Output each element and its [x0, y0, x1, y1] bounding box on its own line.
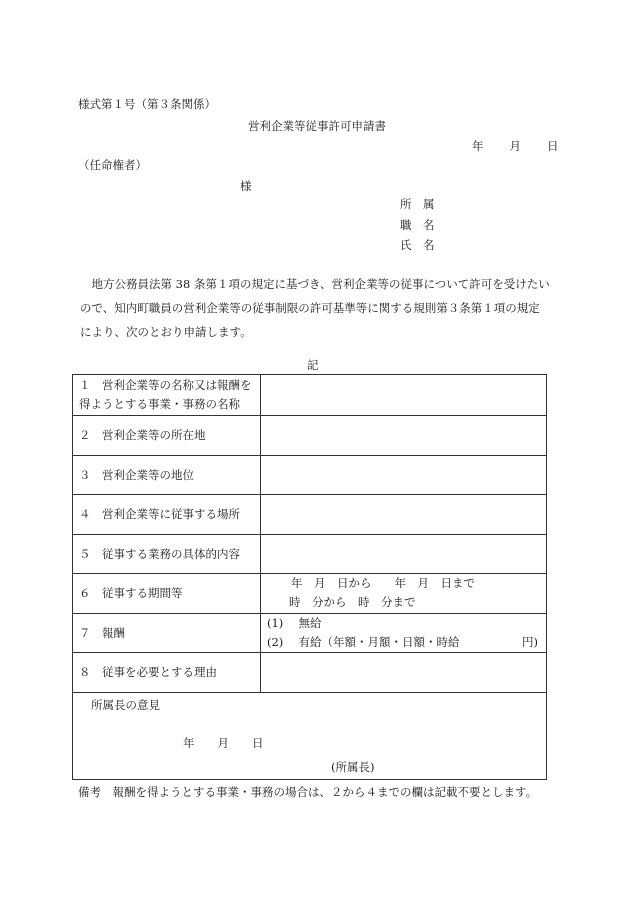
application-table [72, 374, 547, 780]
field-company-name[interactable] [261, 375, 547, 416]
period-times: 時 分から 時 分まで [289, 595, 416, 610]
date-line [472, 138, 559, 154]
field-work-place[interactable] [261, 495, 547, 535]
label-work-place: ４ 営利企業等に従事する場所 [73, 495, 261, 535]
field-reason[interactable] [261, 653, 547, 693]
affiliation-label: 所 属 [400, 197, 435, 211]
opinion-title: 所属長の意見 [91, 697, 160, 712]
document-title: 営利企業等従事許可申請書 [248, 119, 386, 133]
opinion-date: 年 月 日 [183, 735, 264, 750]
body-paragraph [80, 272, 560, 344]
ki-heading: 記 [307, 358, 319, 372]
reward-option-unpaid[interactable]: (1) 無給 [267, 615, 322, 630]
body-line: ので、知内町職員の営利企業等の従事制限の許可基準等に関する規則第３条第１項の規定 [80, 301, 540, 315]
honorific: 様 [240, 179, 252, 193]
label-reward: ７ 報酬 [73, 613, 261, 653]
name-label: 氏 名 [400, 238, 435, 252]
field-location[interactable] [261, 416, 547, 456]
label-reason: ８ 従事を必要とする理由 [73, 653, 261, 693]
opinion-supervisor: (所属長) [331, 759, 375, 774]
reward-option-paid[interactable] [267, 633, 540, 652]
field-position[interactable] [261, 455, 547, 495]
supervisor-opinion-box[interactable] [73, 692, 547, 779]
date-month: 月 [509, 139, 521, 153]
body-line: 地方公務員法第 38 条第１項の規定に基づき、営利企業等の従事について許可を受けたい [80, 277, 550, 291]
field-work-content[interactable] [261, 534, 547, 574]
label-position: ３ 営利企業等の地位 [73, 455, 261, 495]
body-line: により、次のとおり申請します。 [80, 325, 252, 339]
period-dates: 年 月 日から 年 月 日まで [291, 576, 475, 591]
reward-yen-label: 円) [522, 634, 538, 649]
label-location: ２ 営利企業等の所在地 [73, 416, 261, 456]
form-number: 様式第１号（第３条関係） [78, 97, 216, 111]
label-period: ６ 従事する期間等 [73, 574, 261, 614]
reward-paid-label: (2) 有給（年額・月額・日額・時給 [267, 634, 460, 649]
appointer-label: （任命権者） [78, 158, 147, 172]
label-line: １ 営利企業等の名称又は報酬を [79, 378, 252, 392]
field-reward[interactable] [261, 613, 547, 653]
label-line: 得ようとする事業・事務の名称 [79, 397, 240, 411]
date-year: 年 [472, 139, 484, 153]
label-work-content: ５ 従事する業務の具体的内容 [73, 534, 261, 574]
note: 備考 報酬を得ようとする事業・事務の場合は、２から４までの欄は記載不要とします。 [78, 785, 538, 799]
position-label: 職 名 [400, 218, 435, 232]
label-company-name [73, 375, 261, 416]
field-period[interactable] [261, 574, 547, 614]
date-day: 日 [547, 139, 559, 153]
